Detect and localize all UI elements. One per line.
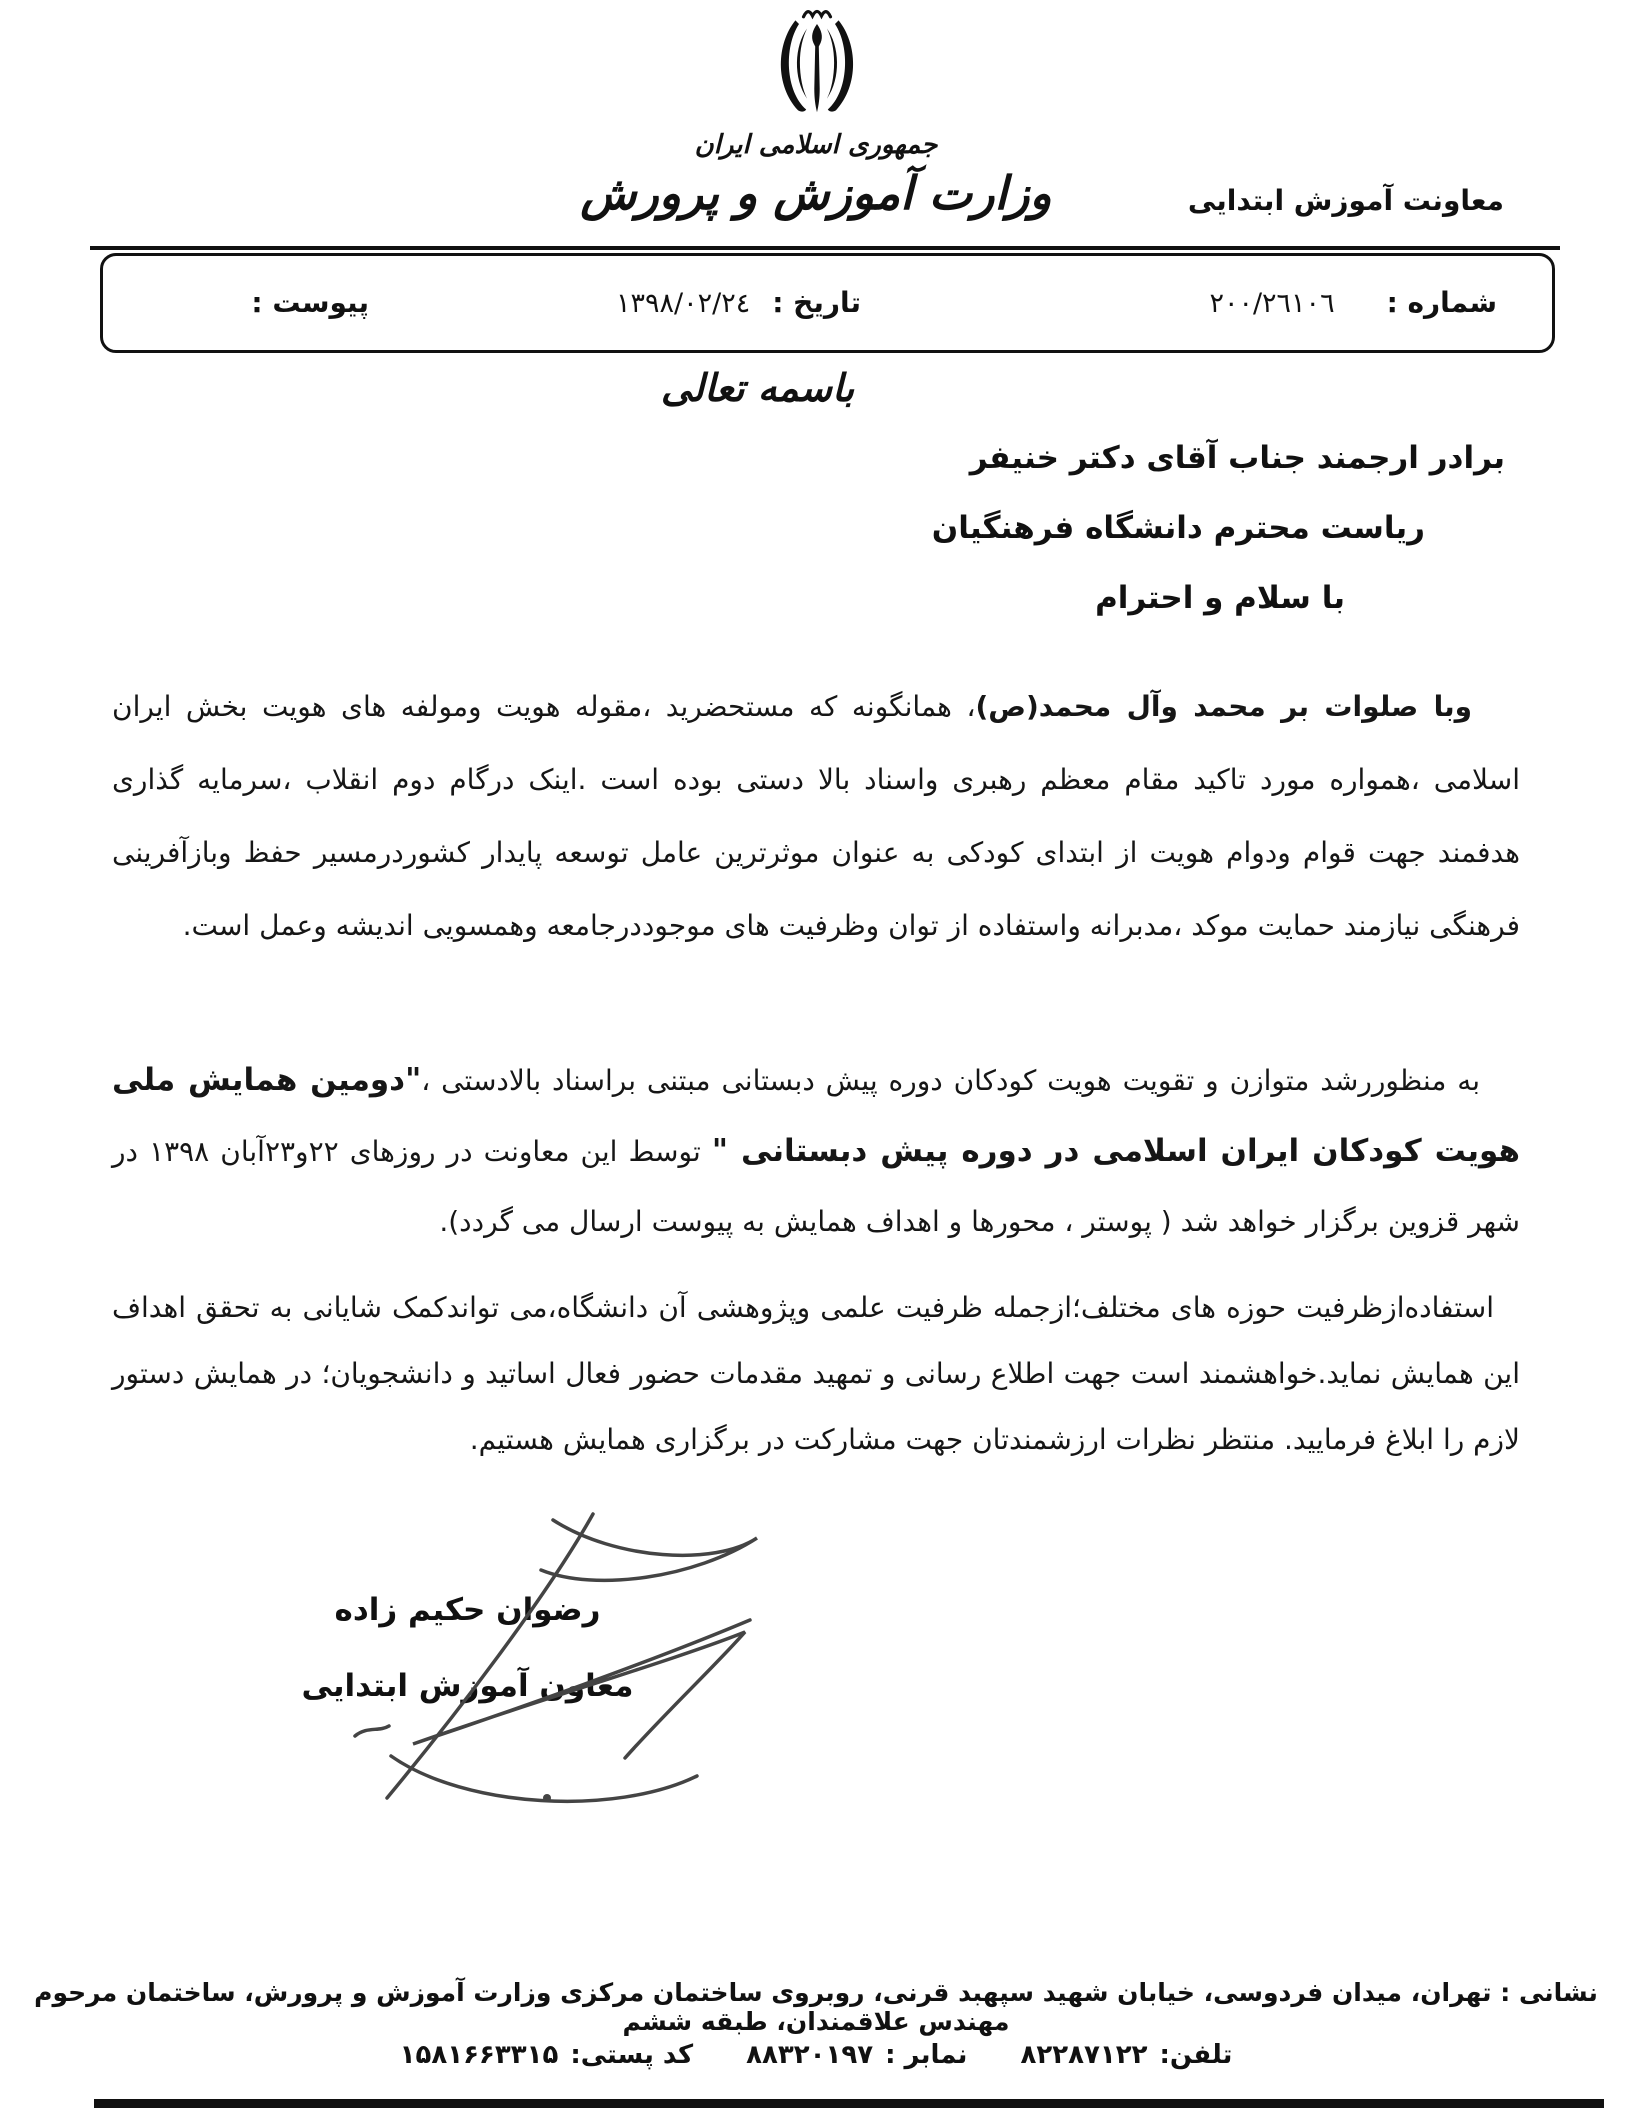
number-value: ٢٠٠/٢٦١٠٦ [1209, 288, 1335, 319]
date-label: تاریخ : [772, 286, 861, 319]
phone-label: تلفن: [1159, 2040, 1233, 2070]
attachment-label: پیوست : [251, 286, 369, 319]
footer-contact-line [0, 2040, 1632, 2070]
body-paragraph-1 [112, 670, 1520, 962]
conference-title-bold-text: "دومین همایش ملی هویت کودکان ایران اسلامی در دوره پیش دبستانی " [112, 1062, 1520, 1169]
body-paragraph-3: استفاده‌ازظرفیت حوزه های مختلف؛ازجمله ظرفیت علمی وپژوهشی آن دانشگاه،می تواندکمک شایانی به تحقق اهداف این همایش نماید.خواهشمند است جهت اطلاع رسانی و تمهید مقدمات حضور فعال اساتید و دانشجویان؛ در همایش دستور لازم را ابلاغ فرمایید. منتظر نظرات ارزشمندتان جهت مشارکت در برگزاری همایش هستیم. [112, 1291, 1520, 1456]
salawat-bold-text: وبا صلوات بر محمد وآل محمد(ص) [975, 690, 1473, 723]
recipient-title-line: ریاست محترم دانشگاه فرهنگیان [931, 510, 1425, 546]
signer-title: معاون آموزش ابتدایی [301, 1668, 634, 1704]
page-bottom-edge [94, 2099, 1604, 2108]
signer-name: رضوان حکیم زاده [334, 1592, 601, 1628]
ministry-title: وزارت آموزش و پرورش [580, 166, 1052, 220]
phone-value: ۸۲۲۸۷۱۲۲ [1020, 2040, 1148, 2070]
header-divider [90, 246, 1560, 250]
iran-emblem-icon [756, 6, 878, 132]
paragraph-2-intro: به منظوررشد متوازن و تقویت هویت کودکان دوره پیش دبستانی مبتنی براسناد بالادستی ، [421, 1064, 1481, 1097]
number-label: شماره : [1386, 286, 1497, 319]
fax-value: ۸۸۳۲۰۱۹۷ [746, 2040, 874, 2070]
phone-group [1021, 2040, 1233, 2070]
letter-date-group [616, 286, 861, 319]
postal-value: ۱۵۸۱۶۶۳۳۱۵ [399, 2040, 559, 2070]
handwritten-signature [295, 1508, 775, 1808]
republic-title: جمهوری اسلامی ایران [694, 130, 938, 160]
letter-meta-box [100, 253, 1555, 353]
paragraph-1-text: ، همانگونه که مستحضرید ،مقوله هویت ومولفه های هویت بخش ایران اسلامی ،همواره مورد تاکید مقام معظم رهبری واسناد بالا دستی بوده است .اینک درگام دوم انقلاب ،سرمایه گذاری هدفمند جهت قوام ودوام هویت از ابتدای کودکی به عنوان موثرترین عامل توسعه پایدار کشوردرمسیر حفظ وبازآفرینی فرهنگی نیازمند حمایت موکد ،مدبرانه واستفاده از توان وظرفیت های موجوددرجامعه وهمسویی اندیشه وعمل است. [112, 690, 1520, 942]
salutation-line: با سلام و احترام [1095, 580, 1345, 616]
postal-label: کد پستی: [570, 2040, 694, 2070]
fax-group [746, 2040, 967, 2070]
footer-address: نشانی : تهران، میدان فردوسی، خیابان شهید سپهبد قرنی، روبروی ساختمان مرکزی وزارت آموزش و پرورش، ساختمان مرحوم مهندس علاقمندان، طبقه ششم [34, 1978, 1598, 2036]
paragraph-2-text: توسط این معاونت در روزهای ۲۲و۲۳آبان ۱۳۹۸ در شهر قزوین برگزار خواهد شد ( پوستر ، محورها و اهداف همایش به پیوست ارسال می گردد). [112, 1135, 1520, 1238]
letter-attachment-group [251, 286, 369, 319]
recipient-name-line: برادر ارجمند جناب آقای دکتر خنیفر [969, 440, 1505, 476]
besmele-calligraphy: باسمه تعالی [660, 366, 855, 410]
date-value: ١٣٩٨/٠٢/٢٤ [615, 288, 751, 319]
deputy-title: معاونت آموزش ابتدایی [1187, 184, 1504, 217]
body-paragraph-2 [112, 1045, 1520, 1257]
fax-label: نمابر : [885, 2040, 968, 2070]
letter-number-group [1209, 286, 1497, 319]
postal-code-group [400, 2040, 693, 2070]
